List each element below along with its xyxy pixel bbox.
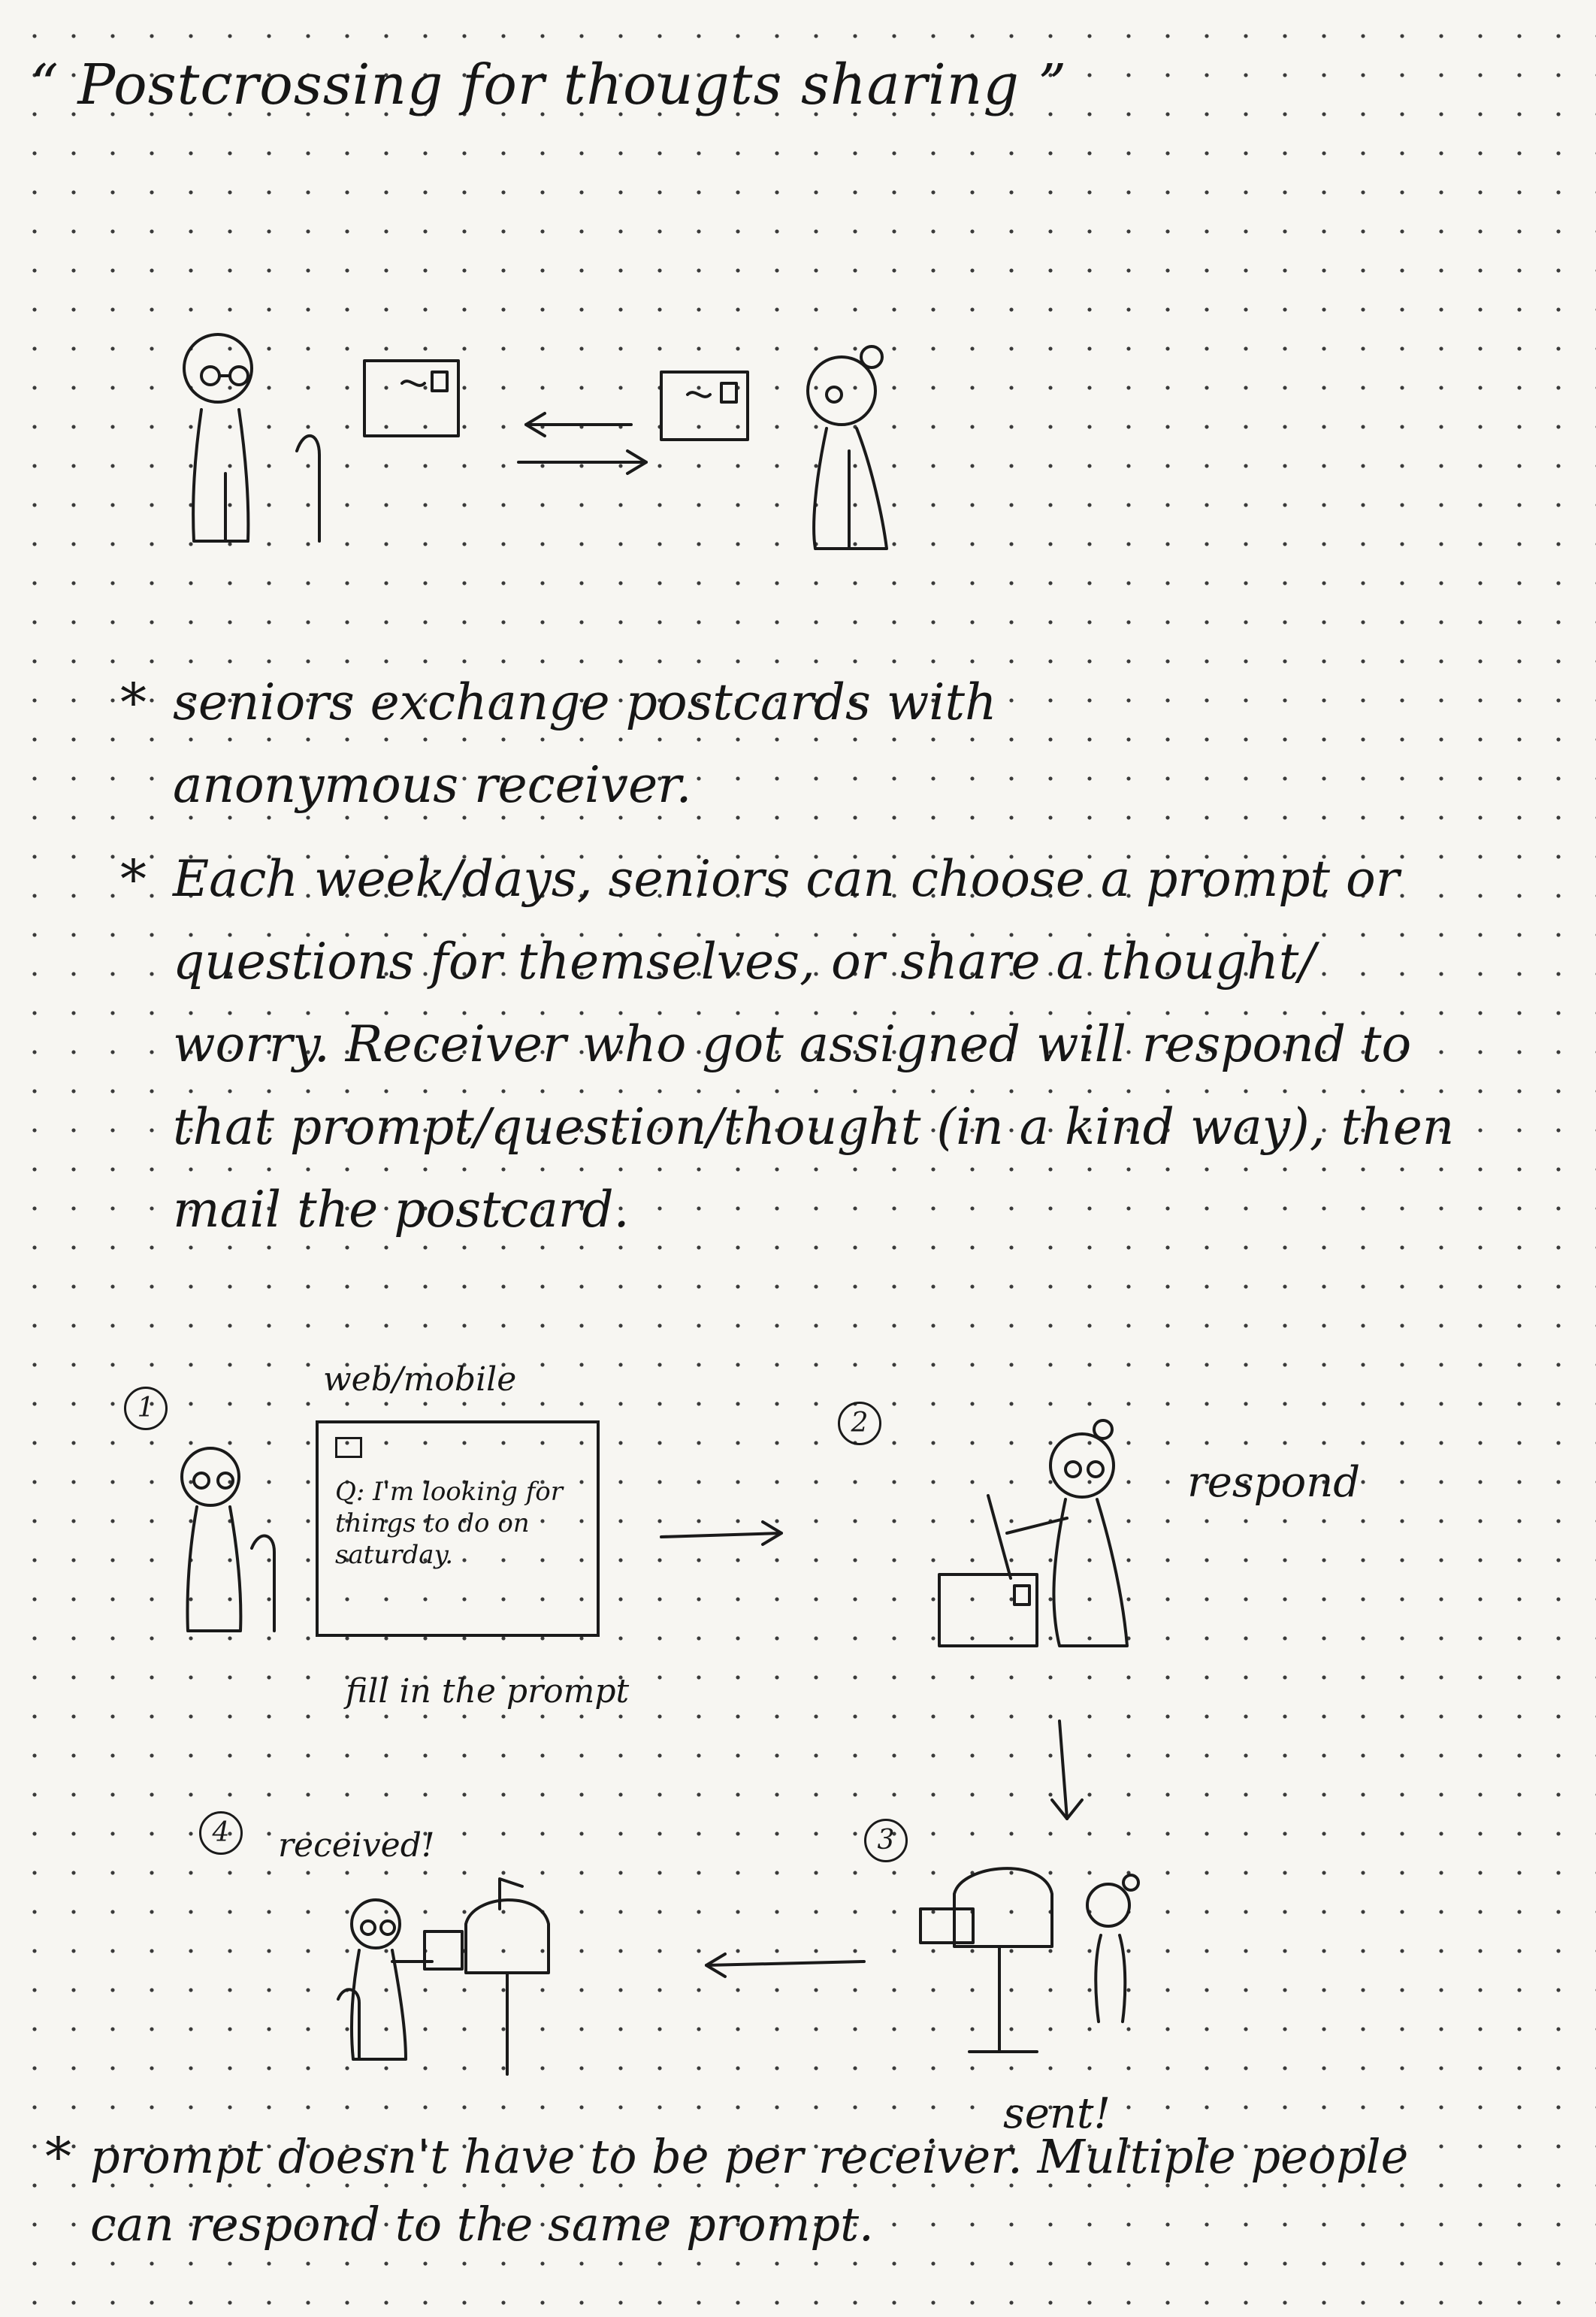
prompt-text: Q: I'm looking for things to do on saturday.: [335, 1477, 564, 1570]
bullet-note-1: [120, 661, 1285, 827]
step-caption-sent: sent!: [1003, 2089, 1111, 2138]
exchange-arrows-icon: [518, 413, 646, 473]
step-number-3: 3: [864, 1819, 908, 1862]
senior-receiving-icon: [338, 1879, 549, 2074]
prompt-screen: [316, 1420, 600, 1637]
step-number-4: 4: [199, 1811, 243, 1855]
arrow-down-icon: [1052, 1721, 1082, 1819]
bullet-marker: *: [120, 848, 147, 910]
postcard-icon: [364, 361, 458, 436]
bullet-text: seniors exchange postcards with anonymous receiver.: [173, 673, 997, 814]
arrow-left-icon: [706, 1954, 864, 1977]
device-label: web/mobile: [323, 1360, 517, 1399]
bullet-note-2: [120, 838, 1488, 1251]
bullet-marker: *: [120, 672, 147, 734]
bullet-text: Each week/days, seniors can choose a prompt or questions for themselves, or share a thought/ worry. Receiver who got assigned will respond to that prompt/question/thought (in a kind way), then mail the postcard.: [173, 850, 1455, 1239]
step-caption-respond: respond: [1187, 1458, 1361, 1507]
receiver-figure-icon: [808, 346, 887, 549]
bullet-marker: *: [45, 2126, 71, 2188]
mail-icon: [335, 1437, 362, 1458]
step-number-1: 1: [124, 1387, 168, 1430]
footer-note: [45, 2123, 1585, 2258]
mailbox-icon: [920, 1868, 1052, 2052]
person-figure-icon: [1087, 1875, 1138, 2022]
arrow-right-icon: [661, 1522, 781, 1544]
step-caption-fill-prompt: fill in the prompt: [346, 1672, 630, 1711]
step-number-2: 2: [838, 1402, 881, 1445]
senior-figure-icon: [184, 334, 319, 541]
page-title: “ Postcrossing for thougts sharing ”: [30, 53, 1068, 117]
footer-note-line-1: prompt doesn't have to be per receiver. Multiple people: [90, 2129, 1409, 2184]
step-caption-received: received!: [278, 1826, 435, 1865]
senior-figure-icon: [182, 1448, 274, 1631]
receiver-writing-icon: [939, 1420, 1127, 1646]
footer-note-line-2: can respond to the same prompt.: [90, 2197, 874, 2252]
postcard-icon: [661, 372, 748, 440]
